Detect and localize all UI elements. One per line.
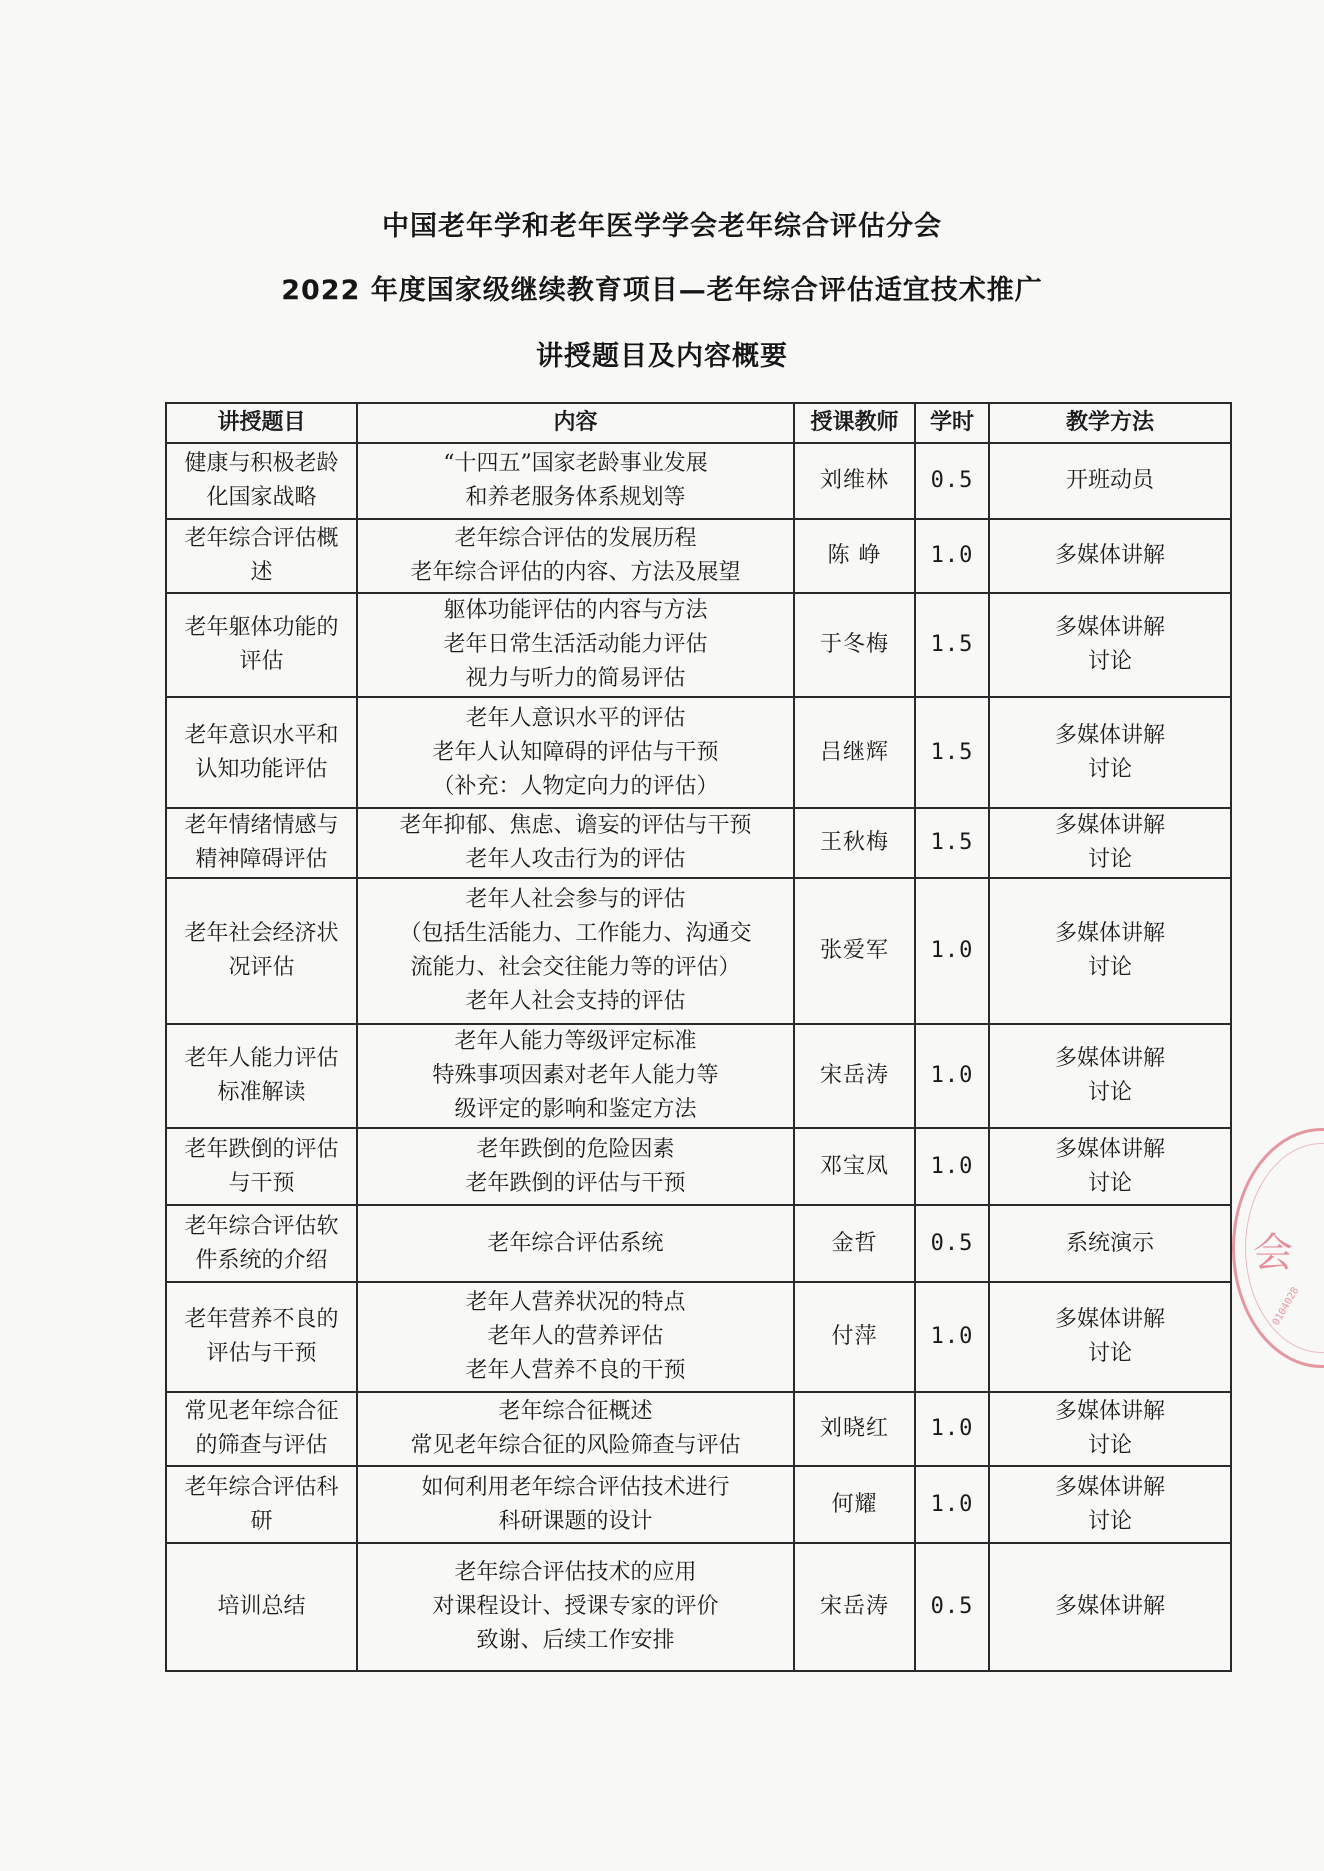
cell-teacher: 刘晓红 xyxy=(794,1392,915,1466)
cell-topic xyxy=(166,443,357,519)
cell-content-line: 老年人认知障碍的评估与干预 xyxy=(432,739,719,765)
cell-method-line: 讨论 xyxy=(1087,1170,1132,1196)
cell-teacher: 何耀 xyxy=(794,1466,915,1543)
cell-method-line: 讨论 xyxy=(1087,1433,1132,1458)
cell-method-line: 讨论 xyxy=(1087,955,1132,980)
cell-hours: 1.0 xyxy=(915,1282,989,1392)
cell-topic-line: 老年综合评估概 xyxy=(184,526,339,551)
cell-content-line: 视力与听力的简易评估 xyxy=(465,666,686,691)
cell-method-line: 讨论 xyxy=(1087,649,1132,674)
cell-method-line: 多媒体讲解 xyxy=(1054,615,1165,640)
cell-content xyxy=(357,808,794,878)
cell-topic-line: 的筛查与评估 xyxy=(195,1433,328,1458)
cell-method-line: 讨论 xyxy=(1087,1080,1132,1105)
cell-content-line: 老年人攻击行为的评估 xyxy=(465,847,686,872)
cell-method-line: 讨论 xyxy=(1087,756,1132,782)
header-teacher: 授课教师 xyxy=(794,403,915,443)
cell-topic-line: 精神障碍评估 xyxy=(195,847,328,872)
cell-content-line: 老年人的营养评估 xyxy=(487,1324,664,1349)
header-content: 内容 xyxy=(357,403,794,443)
cell-topic xyxy=(166,1024,357,1128)
cell-topic-line: 件系统的介绍 xyxy=(195,1247,328,1273)
cell-content-line: 老年综合评估的内容、方法及展望 xyxy=(410,560,741,585)
cell-hours: 0.5 xyxy=(915,1543,989,1671)
cell-content-line: 老年人社会参与的评估 xyxy=(465,887,686,912)
cell-hours: 1.5 xyxy=(915,808,989,878)
cell-content-line: 对课程设计、授课专家的评价 xyxy=(432,1594,719,1619)
cell-content-line: 流能力、社会交往能力等的评估） xyxy=(410,955,741,980)
cell-hours: 1.0 xyxy=(915,1466,989,1543)
cell-content-line: 科研课题的设计 xyxy=(498,1508,653,1534)
cell-topic xyxy=(166,1392,357,1466)
cell-content-line: 特殊事项因素对老年人能力等 xyxy=(432,1063,719,1088)
cell-content-line: 老年日常生活活动能力评估 xyxy=(443,632,708,657)
table-row xyxy=(166,443,1231,519)
cell-content-line: 如何利用老年综合评估技术进行 xyxy=(421,1474,730,1500)
document-header xyxy=(0,200,1324,389)
cell-method xyxy=(989,519,1231,593)
cell-method-line: 多媒体讲解 xyxy=(1054,921,1165,946)
cell-content-line: 老年综合征概述 xyxy=(498,1399,653,1424)
seal-code: 0104028 xyxy=(1270,1285,1302,1328)
cell-method xyxy=(989,1128,1231,1205)
cell-content-line: 老年人能力等级评定标准 xyxy=(454,1029,697,1054)
cell-method xyxy=(989,878,1231,1024)
cell-topic-line: 研 xyxy=(250,1508,273,1534)
seal-glyph: 会 xyxy=(1253,1230,1293,1276)
cell-content-line: 老年抑郁、焦虑、谵妄的评估与干预 xyxy=(399,813,752,838)
cell-content-line: 老年跌倒的危险因素 xyxy=(476,1136,675,1162)
cell-topic-line: 老年躯体功能的 xyxy=(184,615,339,640)
cell-content-line: “十四五”国家老龄事业发展 xyxy=(443,451,708,476)
cell-content-line: 老年人社会支持的评估 xyxy=(465,989,686,1014)
cell-topic-line: 老年综合评估软 xyxy=(184,1213,339,1239)
cell-topic xyxy=(166,1466,357,1543)
cell-teacher: 于冬梅 xyxy=(794,593,915,697)
cell-content-line: 和养老服务体系规划等 xyxy=(465,485,686,510)
cell-hours: 1.0 xyxy=(915,519,989,593)
table-title: 讲授题目及内容概要 xyxy=(536,341,788,372)
cell-method-line: 多媒体讲解 xyxy=(1054,1136,1165,1162)
cell-hours: 1.0 xyxy=(915,1392,989,1466)
cell-method xyxy=(989,443,1231,519)
cell-content xyxy=(357,1205,794,1282)
cell-topic-line: 老年营养不良的 xyxy=(184,1307,339,1332)
cell-topic-line: 老年综合评估科 xyxy=(184,1474,339,1500)
cell-teacher: 付萍 xyxy=(794,1282,915,1392)
cell-teacher: 张爱军 xyxy=(794,878,915,1024)
cell-topic-line: 评估 xyxy=(239,649,284,674)
cell-method-line: 系统演示 xyxy=(1065,1230,1154,1256)
cell-teacher: 刘维林 xyxy=(794,443,915,519)
cell-hours: 1.0 xyxy=(915,878,989,1024)
cell-topic-line: 评估与干预 xyxy=(206,1341,317,1366)
header-hours: 学时 xyxy=(915,403,989,443)
cell-content xyxy=(357,593,794,697)
table-row xyxy=(166,1024,1231,1128)
cell-topic xyxy=(166,593,357,697)
cell-content-line: 老年综合评估技术的应用 xyxy=(454,1560,697,1585)
cell-content-line: 老年人营养不良的干预 xyxy=(465,1358,686,1383)
cell-content-line: 致谢、后续工作安排 xyxy=(476,1628,675,1653)
cell-topic-line: 与干预 xyxy=(228,1170,295,1196)
cell-content xyxy=(357,1392,794,1466)
table-row xyxy=(166,1543,1231,1671)
cell-hours: 1.0 xyxy=(915,1128,989,1205)
table-row xyxy=(166,808,1231,878)
cell-content-line: 老年人营养状况的特点 xyxy=(465,1290,686,1315)
table-row xyxy=(166,519,1231,593)
cell-method-line: 多媒体讲解 xyxy=(1054,1399,1165,1424)
cell-content xyxy=(357,519,794,593)
cell-content-line: 老年人意识水平的评估 xyxy=(465,705,686,731)
cell-topic xyxy=(166,519,357,593)
cell-method-line: 开班动员 xyxy=(1065,468,1154,493)
cell-hours: 0.5 xyxy=(915,1205,989,1282)
cell-content xyxy=(357,878,794,1024)
table-row xyxy=(166,593,1231,697)
cell-method-line: 多媒体讲解 xyxy=(1054,543,1165,568)
cell-method-line: 多媒体讲解 xyxy=(1054,1594,1165,1619)
cell-method xyxy=(989,1543,1231,1671)
course-table xyxy=(165,402,1232,1672)
cell-topic xyxy=(166,1282,357,1392)
cell-topic xyxy=(166,697,357,808)
cell-content-line: 躯体功能评估的内容与方法 xyxy=(443,598,708,623)
cell-method-line: 多媒体讲解 xyxy=(1054,1307,1165,1332)
table-row xyxy=(166,1392,1231,1466)
table-row xyxy=(166,1466,1231,1543)
cell-content-line: 常见老年综合征的风险筛查与评估 xyxy=(410,1433,741,1458)
cell-topic-line: 况评估 xyxy=(228,955,295,980)
cell-topic-line: 认知功能评估 xyxy=(195,756,328,782)
cell-method-line: 多媒体讲解 xyxy=(1054,1474,1165,1500)
organization-title: 中国老年学和老年医学学会老年综合评估分会 xyxy=(382,211,942,242)
cell-method xyxy=(989,1024,1231,1128)
header-topic: 讲授题目 xyxy=(166,403,357,443)
cell-hours: 1.5 xyxy=(915,697,989,808)
cell-topic xyxy=(166,1543,357,1671)
cell-content xyxy=(357,443,794,519)
cell-topic-line: 述 xyxy=(250,560,273,585)
cell-method xyxy=(989,808,1231,878)
cell-topic-line: 老年意识水平和 xyxy=(184,722,339,748)
cell-topic-line: 老年情绪情感与 xyxy=(184,813,339,838)
cell-topic xyxy=(166,808,357,878)
cell-topic xyxy=(166,878,357,1024)
cell-method xyxy=(989,697,1231,808)
cell-method-line: 多媒体讲解 xyxy=(1054,1046,1165,1071)
cell-content-line: （包括生活能力、工作能力、沟通交 xyxy=(399,921,752,946)
header-method: 教学方法 xyxy=(989,403,1231,443)
project-title: 2022 年度国家级继续教育项目—老年综合评估适宜技术推广 xyxy=(281,275,1043,306)
cell-content xyxy=(357,1543,794,1671)
cell-content xyxy=(357,1024,794,1128)
cell-teacher: 吕继辉 xyxy=(794,697,915,808)
cell-method xyxy=(989,1205,1231,1282)
table-row xyxy=(166,1205,1231,1282)
cell-hours: 1.5 xyxy=(915,593,989,697)
table-row xyxy=(166,1282,1231,1392)
cell-method xyxy=(989,593,1231,697)
cell-content-line: 老年综合评估的发展历程 xyxy=(454,526,697,551)
cell-topic-line: 老年社会经济状 xyxy=(184,921,339,946)
cell-teacher: 金哲 xyxy=(794,1205,915,1282)
cell-content xyxy=(357,697,794,808)
cell-topic xyxy=(166,1205,357,1282)
table-row xyxy=(166,697,1231,808)
cell-content xyxy=(357,1128,794,1205)
cell-method xyxy=(989,1282,1231,1392)
cell-teacher: 王秋梅 xyxy=(794,808,915,878)
cell-topic-line: 健康与积极老龄 xyxy=(184,451,339,476)
table-row xyxy=(166,878,1231,1024)
cell-teacher: 陈 峥 xyxy=(794,519,915,593)
cell-content-line: 级评定的影响和鉴定方法 xyxy=(454,1097,697,1122)
official-seal xyxy=(1232,1128,1324,1368)
cell-method-line: 多媒体讲解 xyxy=(1054,813,1165,838)
cell-topic-line: 常见老年综合征 xyxy=(184,1399,339,1424)
cell-content-line: 老年跌倒的评估与干预 xyxy=(465,1170,686,1196)
cell-teacher: 邓宝凤 xyxy=(794,1128,915,1205)
cell-teacher: 宋岳涛 xyxy=(794,1543,915,1671)
cell-teacher: 宋岳涛 xyxy=(794,1024,915,1128)
cell-topic-line: 老年人能力评估 xyxy=(184,1046,339,1071)
cell-method-line: 讨论 xyxy=(1087,1508,1132,1534)
cell-topic-line: 老年跌倒的评估 xyxy=(184,1136,339,1162)
table-row xyxy=(166,1128,1231,1205)
cell-topic-line: 标准解读 xyxy=(217,1080,306,1105)
cell-topic xyxy=(166,1128,357,1205)
cell-content-line: （补充：人物定向力的评估） xyxy=(432,773,719,799)
cell-content xyxy=(357,1282,794,1392)
cell-content xyxy=(357,1466,794,1543)
cell-method-line: 多媒体讲解 xyxy=(1054,722,1165,748)
table-header-row xyxy=(166,403,1231,443)
cell-topic-line: 培训总结 xyxy=(217,1594,306,1619)
cell-hours: 1.0 xyxy=(915,1024,989,1128)
cell-topic-line: 化国家战略 xyxy=(206,485,317,510)
cell-method-line: 讨论 xyxy=(1087,847,1132,872)
table-body xyxy=(166,443,1231,1671)
cell-method xyxy=(989,1392,1231,1466)
cell-content-line: 老年综合评估系统 xyxy=(487,1230,664,1256)
cell-method xyxy=(989,1466,1231,1543)
cell-method-line: 讨论 xyxy=(1087,1341,1132,1366)
cell-hours: 0.5 xyxy=(915,443,989,519)
